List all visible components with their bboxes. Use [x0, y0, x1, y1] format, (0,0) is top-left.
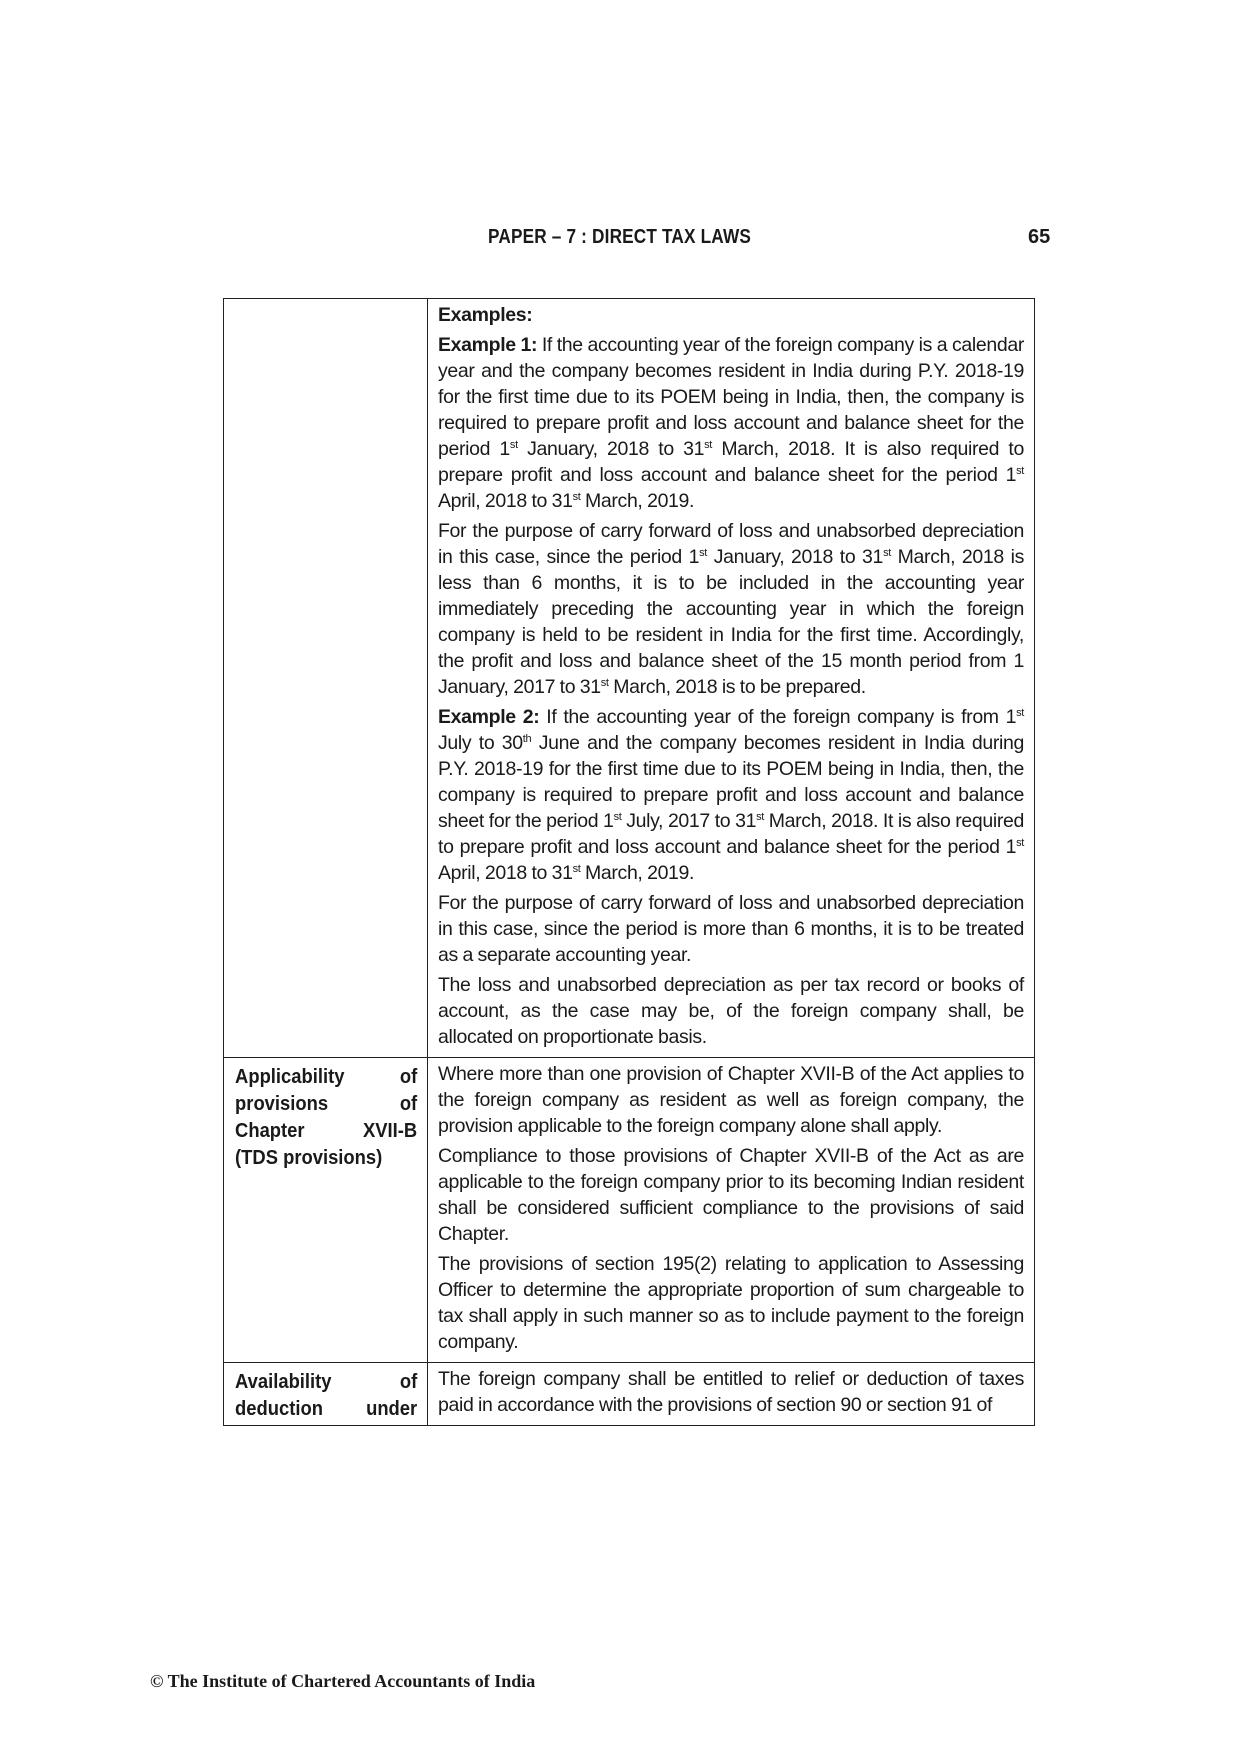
table-row — [224, 1363, 1035, 1426]
paragraph: Examples: — [438, 304, 533, 326]
page-header-title: PAPER – 7 : DIRECT TAX LAWS — [488, 226, 751, 248]
row-label-cell — [224, 1363, 428, 1426]
paragraph: For the purpose of carry forward of loss and unabsorbed depreciation in this case, since the period 1st January, 2018 to 31st March, 2018 is less than 6 months, it is to be included in the accounting year immediately preceding the accounting year in which the foreign company is held to be resident in India for the first time. Accordingly, the profit and loss and balance sheet of the 15 month period from 1 January, 2017 to 31st March, 2018 is to be prepared. — [438, 520, 1024, 698]
paragraph: Where more than one provision of Chapter XVII-B of the Act applies to the foreign company as resident as well as foreign company, the provision applicable to the foreign company alone shall apply. — [438, 1063, 1024, 1137]
row-label-cell — [224, 299, 428, 1058]
row-content-cell — [428, 1363, 1035, 1426]
page-number: 65 — [1028, 226, 1051, 248]
paragraph: Example 2: If the accounting year of the foreign company is from 1st July to 30th June and the company becomes resident in India during P.Y. 2018-19 for the first time due to its POEM being in India, then, the company is required to prepare profit and loss account and balance sheet for the period 1st July, 2017 to 31st March, 2018. It is also required to prepare profit and loss account and balance sheet for the period 1st April, 2018 to 31st March, 2019. — [438, 706, 1024, 884]
footer-copyright: © The Institute of Chartered Accountants of India — [150, 1671, 536, 1691]
paragraph: Example 1: If the accounting year of the foreign company is a calendar year and the company becomes resident in India during P.Y. 2018-19 for the first time due to its POEM being in India, then, the company is required to prepare profit and loss account and balance sheet for the period 1st January, 2018 to 31st March, 2018. It is also required to prepare profit and loss account and balance sheet for the period 1st April, 2018 to 31st March, 2019. — [438, 334, 1024, 512]
table-row — [224, 299, 1035, 1058]
paragraph: The foreign company shall be entitled to relief or deduction of taxes paid in accordance with the provisions of section 90 or section 91 of — [438, 1368, 1024, 1416]
row-content-cell — [428, 299, 1035, 1058]
row-label-line: provisions of — [235, 1093, 418, 1115]
row-content-cell — [428, 1058, 1035, 1363]
paragraph: For the purpose of carry forward of loss and unabsorbed depreciation in this case, since the period is more than 6 months, it is to be treated as a separate accounting year. — [438, 892, 1024, 966]
content-table — [223, 298, 1035, 1426]
paragraph: The loss and unabsorbed depreciation as per tax record or books of account, as the case may be, of the foreign company shall, be allocated on proportionate basis. — [438, 974, 1024, 1048]
row-label-line: Chapter XVII-B — [235, 1120, 418, 1142]
row-label-line: Availability of — [235, 1371, 418, 1393]
row-label-cell — [224, 1058, 428, 1363]
row-label-line: (TDS provisions) — [235, 1147, 383, 1169]
table-row — [224, 1058, 1035, 1363]
row-label-line: Applicability of — [235, 1066, 418, 1088]
paragraph: Compliance to those provisions of Chapter XVII-B of the Act as are applicable to the foreign company prior to its becoming Indian resident shall be considered sufficient compliance to the provisions of said Chapter. — [438, 1145, 1024, 1245]
row-label-line: deduction under — [235, 1398, 418, 1420]
paragraph: The provisions of section 195(2) relating to application to Assessing Officer to determine the appropriate proportion of sum chargeable to tax shall apply in such manner so as to include payment to the foreign company. — [438, 1253, 1024, 1353]
